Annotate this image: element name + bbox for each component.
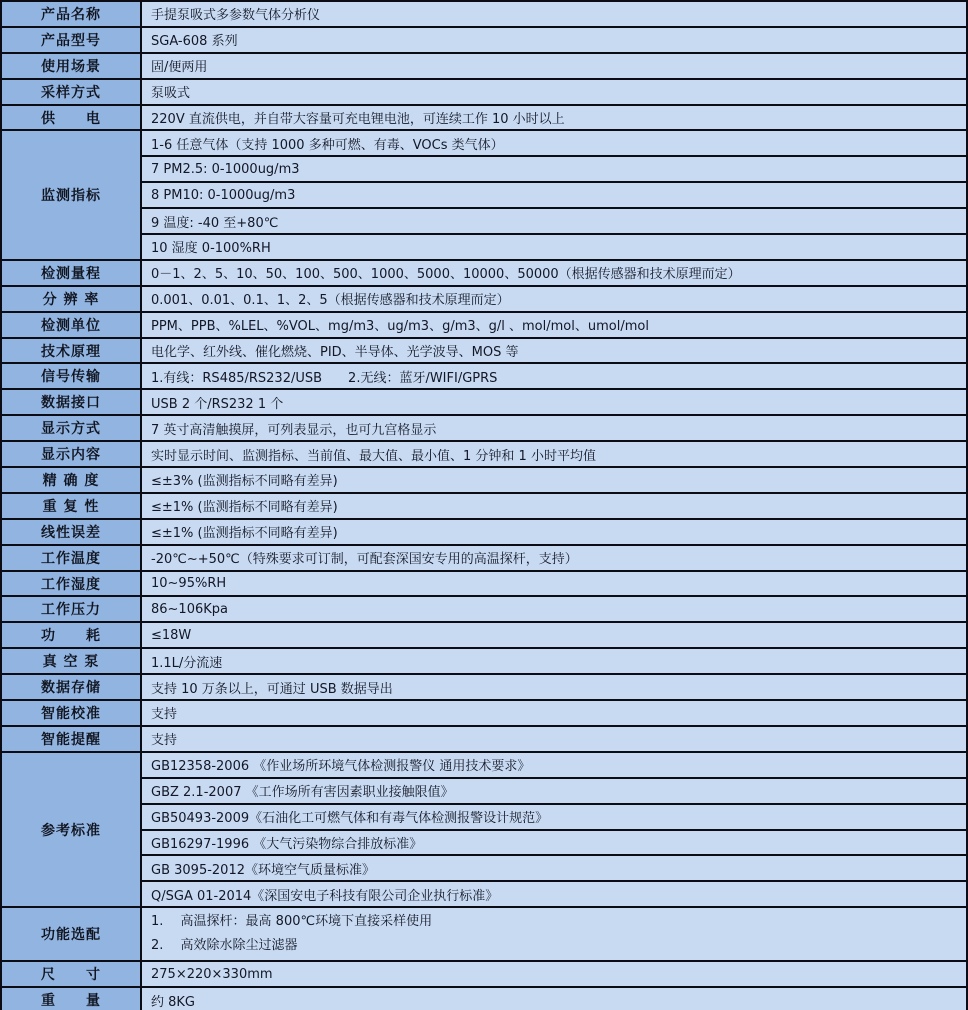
row-subvalue: 8 PM10: 0-1000ug/m3 [141,182,967,208]
row-value: 约 8KG [141,987,967,1010]
row-value: USB 2 个/RS232 1 个 [141,389,967,415]
row-label: 工作温度 [1,545,141,571]
spec-subrow [1,234,967,260]
row-label: 参考标准 [1,752,141,907]
spec-row-product-name [1,1,967,27]
row-value: ≤±1% (监测指标不同略有差异) [141,519,967,545]
spec-subrow [1,156,967,182]
row-label: 功能选配 [1,907,141,961]
row-label: 检测单位 [1,312,141,338]
spec-row-display-content [1,441,967,467]
spec-row-resolution [1,286,967,312]
spec-subrow [1,804,967,830]
row-value: 实时显示时间、监测指标、当前值、最大值、最小值、1 分钟和 1 小时平均值 [141,441,967,467]
spec-row-working-pressure [1,596,967,622]
row-label: 技术原理 [1,338,141,364]
row-label: 采样方式 [1,79,141,105]
row-label: 工作湿度 [1,571,141,597]
row-subvalue: 9 温度: -40 至+80℃ [141,208,967,234]
spec-subrow [1,830,967,856]
spec-row-smart-calibration [1,700,967,726]
row-subvalue: GB50493-2009《石油化工可燃气体和有毒气体检测报警设计规范》 [141,804,967,830]
spec-row-monitoring-indicators [1,130,967,156]
row-value: 86~106Kpa [141,596,967,622]
row-value: 1.有线：RS485/RS232/USB 2.无线：蓝牙/WIFI/GPRS [141,363,967,389]
row-label: 重 量 [1,987,141,1010]
row-subvalue: Q/SGA 01-2014《深国安电子科技有限公司企业执行标准》 [141,881,967,907]
row-subvalue: GB16297-1996 《大气污染物综合排放标准》 [141,830,967,856]
row-label: 检测量程 [1,260,141,286]
row-value: 0－1、2、5、10、50、100、500、1000、5000、10000、50000（根据传感器和技术原理而定） [141,260,967,286]
row-label: 真 空 泵 [1,648,141,674]
row-subvalue: GB 3095-2012《环境空气质量标准》 [141,855,967,881]
row-value: 电化学、红外线、催化燃烧、PID、半导体、光学波导、MOS 等 [141,338,967,364]
spec-row-signal-transmission [1,363,967,389]
row-label: 使用场景 [1,53,141,79]
row-value: 支持 [141,700,967,726]
row-subvalue: 10 湿度 0-100%RH [141,234,967,260]
row-label: 数据存储 [1,674,141,700]
row-label: 线性误差 [1,519,141,545]
spec-row-optional-features [1,907,967,961]
row-value: SGA-608 系列 [141,27,967,53]
row-value: 275×220×330mm [141,961,967,987]
row-label: 显示方式 [1,415,141,441]
spec-row-detection-range [1,260,967,286]
spec-row-data-interface [1,389,967,415]
row-value: -20℃~+50℃（特殊要求可订制，可配套深国安专用的高温探杆，支持） [141,545,967,571]
row-value: 固/便两用 [141,53,967,79]
spec-subrow [1,881,967,907]
spec-row-technical-principle [1,338,967,364]
spec-row-linearity-error [1,519,967,545]
spec-row-working-humidity [1,571,967,597]
row-value: 支持 10 万条以上，可通过 USB 数据导出 [141,674,967,700]
spec-row-weight [1,987,967,1010]
spec-subrow [1,208,967,234]
row-label: 显示内容 [1,441,141,467]
optional-feature-item: 2. 高效除水除尘过滤器 [151,938,298,954]
row-value: PPM、PPB、%LEL、%VOL、mg/m3、ug/m3、g/m3、g/l 、mol/mol、umol/mol [141,312,967,338]
spec-subrow [1,778,967,804]
spec-subrow [1,855,967,881]
spec-row-display-mode [1,415,967,441]
row-label: 供 电 [1,105,141,131]
row-value: 10~95%RH [141,571,967,597]
spec-row-detection-unit [1,312,967,338]
row-value: ≤±3% (监测指标不同略有差异) [141,467,967,493]
row-value: 220V 直流供电，并自带大容量可充电锂电池，可连续工作 10 小时以上 [141,105,967,131]
spec-row-accuracy [1,467,967,493]
row-value: ≤18W [141,622,967,648]
spec-row-product-model [1,27,967,53]
row-label: 功 耗 [1,622,141,648]
row-value: 泵吸式 [141,79,967,105]
row-label: 分 辨 率 [1,286,141,312]
row-label: 工作压力 [1,596,141,622]
row-value: 7 英寸高清触摸屏，可列表显示，也可九宫格显示 [141,415,967,441]
spec-row-vacuum-pump [1,648,967,674]
spec-row-usage-scene [1,53,967,79]
row-label: 智能校准 [1,700,141,726]
row-value [141,907,967,961]
row-value: 支持 [141,726,967,752]
row-value: 0.001、0.01、0.1、1、2、5（根据传感器和技术原理而定） [141,286,967,312]
optional-feature-item: 1. 高温探杆：最高 800℃环境下直接采样使用 [151,914,433,930]
row-subvalue: GB12358-2006 《作业场所环境气体检测报警仪 通用技术要求》 [141,752,967,778]
row-subvalue: GBZ 2.1-2007 《工作场所有害因素职业接触限值》 [141,778,967,804]
row-value: 手提泵吸式多参数气体分析仪 [141,1,967,27]
row-subvalue: 1-6 任意气体（支持 1000 多种可燃、有毒、VOCs 类气体） [141,130,967,156]
row-label: 产品名称 [1,1,141,27]
row-subvalue: 7 PM2.5: 0-1000ug/m3 [141,156,967,182]
spec-row-working-temperature [1,545,967,571]
row-label: 数据接口 [1,389,141,415]
spec-row-reference-standards [1,752,967,778]
row-label: 监测指标 [1,130,141,259]
row-label: 重 复 性 [1,493,141,519]
spec-row-power-supply [1,105,967,131]
row-label: 尺 寸 [1,961,141,987]
spec-row-repeatability [1,493,967,519]
spec-row-power-consumption [1,622,967,648]
row-label: 精 确 度 [1,467,141,493]
spec-subrow [1,182,967,208]
spec-row-dimensions [1,961,967,987]
row-label: 信号传输 [1,363,141,389]
row-label: 智能提醒 [1,726,141,752]
row-label: 产品型号 [1,27,141,53]
spec-row-sampling-method [1,79,967,105]
spec-row-smart-reminder [1,726,967,752]
spec-row-data-storage [1,674,967,700]
row-value: ≤±1% (监测指标不同略有差异) [141,493,967,519]
row-value: 1.1L/分流速 [141,648,967,674]
